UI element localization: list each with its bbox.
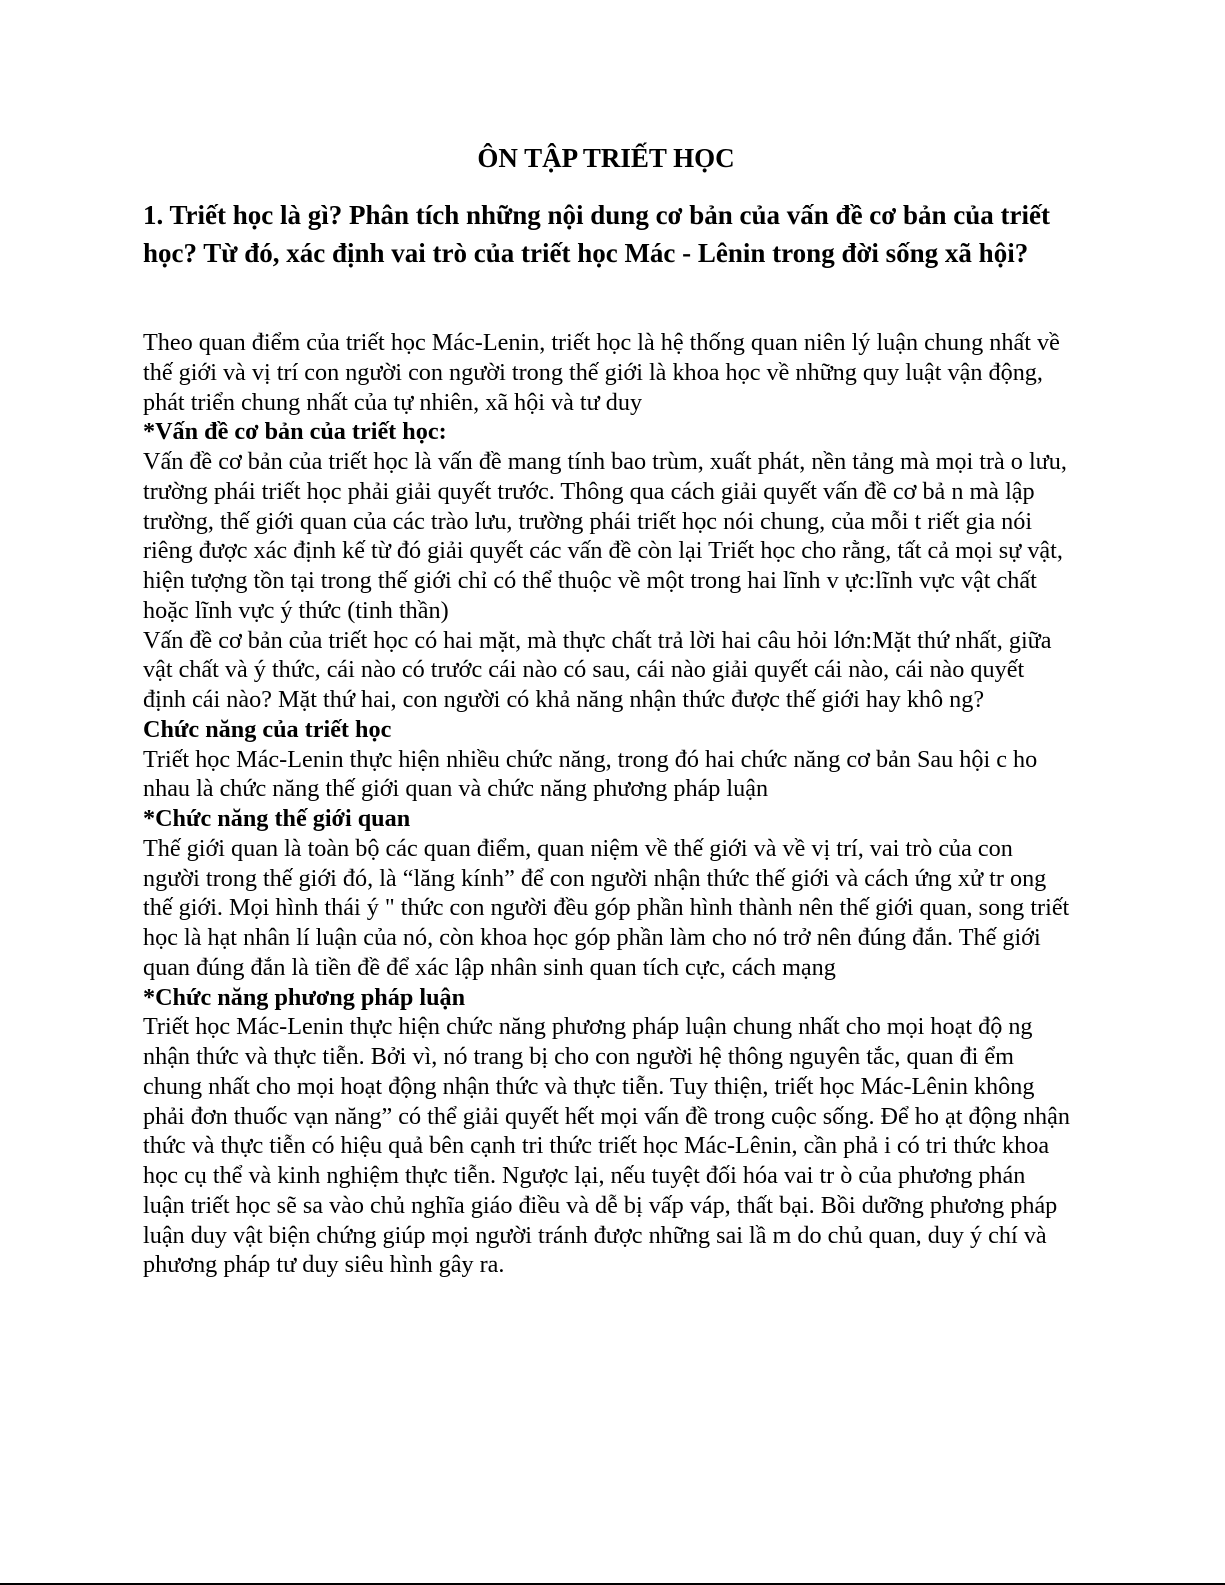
worldview-paragraph: Thế giới quan là toàn bộ các quan điểm, quan niệm về thế giới và về vị trí, vai trò của con người trong thế giới đó, là “lăng kính” để con người nhận thức thế giới và cách ứng xử tr ong thế giới. Mọi hình thái ý " thức con người đều góp phần hình thành nên thế giới quan, song triết học là hạt nhân lí luận của nó, còn khoa học góp phần làm cho nó trở nên đúng đắn. Thế giới quan đúng đắn là tiền đề để xác lập nhân sinh quan tích cực, cách mạng [143, 834, 1070, 981]
question-heading: 1. Triết học là gì? Phân tích những nội dung cơ bản của vấn đề cơ bản của triết học? Từ đó, xác định vai trò của triết học Mác - Lênin trong đời sống xã hội? [143, 200, 1050, 268]
section-heading-functions: Chức năng của triết học [143, 715, 392, 743]
document-title: ÔN TẬP TRIẾT HỌC [477, 143, 735, 173]
methodology-paragraph: Triết học Mác-Lenin thực hiện chức năng phương pháp luận chung nhất cho mọi hoạt độ ng nhận thức và thực tiễn. Bởi vì, nó trang bị cho con người hệ thông nguyên tắc, quan đi ểm chung nhất cho mọi hoạt động nhận thức và thực tiễn. Tuy thiện, triết học Mác-Lênin không phải đơn thuốc vạn năng” có thể giải quyết hết mọi vấn đề trong cuộc sống. Để ho ạt động nhận thức và thực tiễn có hiệu quả bên cạnh tri thức triết học Mác-Lênin, cần phả i có tri thức khoa học cụ thể và kinh nghiệm thực tiễn. Ngược lại, nếu tuyệt đối hóa vai tr ò của phương phán luận triết học sẽ sa vào chủ nghĩa giáo điều và dễ bị vấp váp, thất bại. Bồi dưỡng phương pháp luận duy vật biện chứng giúp mọi người tránh được những sai lầ m do chủ quan, duy ý chí và phương pháp tư duy siêu hình gây ra. [143, 1013, 1070, 1279]
intro-paragraph: Theo quan điểm của triết học Mác-Lenin, triết học là hệ thống quan niên lý luận chung nhất về thế giới và vị trí con người con người trong thế giới là khoa học về những quy luật vận động, phát triển chung nhất của tự nhiên, xã hội và tư duy [143, 329, 1060, 416]
section-heading-worldview-function: *Chức năng thế giới quan [143, 805, 411, 832]
two-aspects-paragraph: Vấn đề cơ bản của triết học có hai mặt, mà thực chất trả lời hai câu hỏi lớn:Mặt thứ nhất, giữa vật chất và ý thức, cái nào có trước cái nào có sau, cái nào giải quyết cái nào, cái nào quyết định cái nào? Mặt thứ hai, con người có khả năng nhận thức được thế giới hay khô ng? [143, 626, 1052, 713]
section-heading-basic-problem: *Vấn đề cơ bản của triết học: [143, 418, 447, 446]
basic-problem-paragraph: Vấn đề cơ bản của triết học là vấn đề mang tính bao trùm, xuất phát, nền tảng mà mọi trà o lưu, trường phái triết học phải giải quyết trước. Thông qua cách giải quyết vấn đề cơ bả n mà lập trường, thế giới quan của các trào lưu, trường phái triết học nói chung, của mỗi t riết gia nói riêng được xác định kế từ đó giải quyết các vấn đề còn lại Triết học cho rằng, tất cả mọi sự vật, hiện tượng tồn tại trong thế giới chỉ có thể thuộc về một trong hai lĩnh v ực:lĩnh vực vật chất hoặc lĩnh vực ý thức (tinh thần) [143, 448, 1067, 624]
document-body [143, 328, 1073, 1280]
functions-paragraph: Triết học Mác-Lenin thực hiện nhiều chức năng, trong đó hai chức năng cơ bản Sau hội c ho nhau là chức năng thế giới quan và chức năng phương pháp luận [143, 745, 1038, 803]
section-heading-methodology-function: *Chức năng phương pháp luận [143, 983, 466, 1011]
